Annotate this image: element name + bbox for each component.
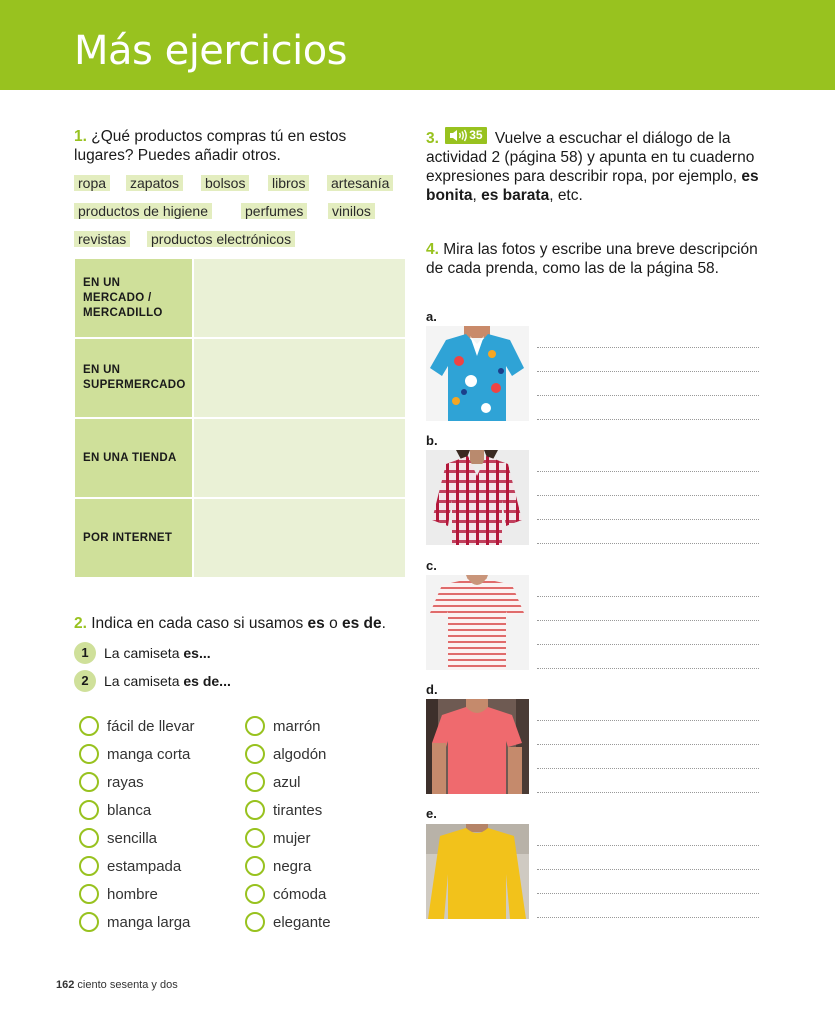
tag-item: revistas bbox=[74, 231, 130, 247]
option-label: azul bbox=[273, 773, 301, 791]
example-number: 2 bbox=[74, 670, 96, 692]
exercise-2-bold-es: es bbox=[307, 615, 325, 632]
example-text: La camiseta bbox=[104, 645, 180, 661]
table-row bbox=[75, 259, 405, 337]
radio-circle-icon[interactable] bbox=[79, 772, 99, 792]
exercise-4-number: 4. bbox=[426, 241, 439, 258]
exercise-1-number: 1. bbox=[74, 128, 87, 145]
answer-lines[interactable] bbox=[537, 324, 759, 420]
option-label: cómoda bbox=[273, 885, 327, 903]
page-footer bbox=[56, 979, 178, 991]
option-label: elegante bbox=[273, 913, 331, 931]
item-letter: d. bbox=[426, 682, 438, 697]
radio-circle-icon[interactable] bbox=[245, 912, 265, 932]
table-row bbox=[75, 339, 405, 417]
photo-pink-tshirt bbox=[426, 699, 529, 794]
exercise-2-bold-esde: es de bbox=[342, 615, 382, 632]
tag-item: ropa bbox=[74, 175, 110, 191]
radio-circle-icon[interactable] bbox=[245, 856, 265, 876]
option-label: negra bbox=[273, 857, 312, 875]
option-label: manga corta bbox=[107, 745, 191, 763]
tag-item: libros bbox=[268, 175, 309, 191]
option-item[interactable] bbox=[245, 856, 311, 876]
tag-item: vinilos bbox=[328, 203, 375, 219]
exercise-4-text: Mira las fotos y escribe una breve descripción de cada prenda, como las de la página 58. bbox=[426, 241, 758, 277]
example-bold: es... bbox=[183, 645, 211, 661]
row-label: POR INTERNET bbox=[75, 499, 192, 577]
tag-item: productos electrónicos bbox=[147, 231, 295, 247]
option-item[interactable] bbox=[79, 912, 190, 932]
exercise-1-text: ¿Qué productos compras tú en estos lugares? Puedes añadir otros. bbox=[74, 128, 347, 164]
item-letter: c. bbox=[426, 558, 437, 573]
answer-line[interactable] bbox=[537, 894, 759, 918]
exercise-3-text: Vuelve a escuchar el diálogo de la actividad 2 (página 58) y apunta en tu cuaderno expresiones para describir ropa, por ejemplo, bbox=[426, 130, 755, 185]
answer-line[interactable] bbox=[537, 846, 759, 870]
exercise-3-number: 3. bbox=[426, 130, 439, 147]
exercise-2-number: 2. bbox=[74, 615, 87, 632]
answer-line[interactable] bbox=[537, 573, 759, 597]
tag-item: zapatos bbox=[126, 175, 183, 191]
answer-cell[interactable] bbox=[194, 339, 405, 417]
answer-line[interactable] bbox=[537, 745, 759, 769]
answer-cell[interactable] bbox=[194, 499, 405, 577]
item-letter: b. bbox=[426, 433, 438, 448]
option-label: marrón bbox=[273, 717, 321, 735]
option-item[interactable] bbox=[79, 856, 181, 876]
option-item[interactable] bbox=[79, 744, 190, 764]
radio-circle-icon[interactable] bbox=[245, 800, 265, 820]
exercise-1-prompt bbox=[74, 127, 394, 165]
answer-line[interactable] bbox=[537, 870, 759, 894]
option-label: manga larga bbox=[107, 913, 191, 931]
radio-circle-icon[interactable] bbox=[79, 744, 99, 764]
answer-line[interactable] bbox=[537, 472, 759, 496]
exercise-3-prompt bbox=[426, 127, 771, 205]
item-letter: e. bbox=[426, 806, 437, 821]
answer-line[interactable] bbox=[537, 324, 759, 348]
answer-line[interactable] bbox=[537, 621, 759, 645]
answer-line[interactable] bbox=[537, 597, 759, 621]
answer-line[interactable] bbox=[537, 372, 759, 396]
answer-line[interactable] bbox=[537, 697, 759, 721]
option-item[interactable] bbox=[245, 884, 326, 904]
exercise-3-bold-1: es bonita bbox=[426, 168, 759, 204]
radio-circle-icon[interactable] bbox=[79, 716, 99, 736]
example-text: La camiseta bbox=[104, 673, 180, 689]
example-2 bbox=[74, 670, 231, 692]
option-item[interactable] bbox=[79, 800, 151, 820]
exercise-3-text-end: , etc. bbox=[549, 187, 583, 204]
option-item[interactable] bbox=[79, 772, 144, 792]
radio-circle-icon[interactable] bbox=[245, 884, 265, 904]
answer-line[interactable] bbox=[537, 496, 759, 520]
example-number: 1 bbox=[74, 642, 96, 664]
exercise-4-prompt bbox=[426, 240, 766, 278]
page-number-words: ciento sesenta y dos bbox=[77, 979, 178, 991]
answer-line[interactable] bbox=[537, 396, 759, 420]
table-row bbox=[75, 499, 405, 577]
answer-lines[interactable] bbox=[537, 697, 759, 793]
radio-circle-icon[interactable] bbox=[79, 800, 99, 820]
option-label: sencilla bbox=[107, 829, 158, 847]
radio-circle-icon[interactable] bbox=[245, 772, 265, 792]
answer-line[interactable] bbox=[537, 520, 759, 544]
exercise-2-text-end: . bbox=[381, 615, 386, 632]
photo-striped-tshirt bbox=[426, 575, 529, 670]
radio-circle-icon[interactable] bbox=[79, 912, 99, 932]
answer-lines[interactable] bbox=[537, 822, 759, 918]
option-item[interactable] bbox=[245, 772, 301, 792]
exercise-2-prompt bbox=[74, 614, 414, 633]
speaker-icon bbox=[449, 129, 469, 142]
row-label: EN UNA TIENDA bbox=[75, 419, 192, 497]
option-label: tirantes bbox=[273, 801, 323, 819]
option-label: hombre bbox=[107, 885, 158, 903]
answer-lines[interactable] bbox=[537, 573, 759, 669]
answer-line[interactable] bbox=[537, 448, 759, 472]
option-label: fácil de llevar bbox=[107, 717, 195, 735]
radio-circle-icon[interactable] bbox=[245, 744, 265, 764]
photo-yellow-sweater bbox=[426, 824, 529, 919]
radio-circle-icon[interactable] bbox=[79, 856, 99, 876]
radio-circle-icon[interactable] bbox=[245, 828, 265, 848]
photo-hawaiian-shirt bbox=[426, 326, 529, 421]
example-1 bbox=[74, 642, 211, 664]
answer-lines[interactable] bbox=[537, 448, 759, 544]
option-item[interactable] bbox=[79, 716, 195, 736]
answer-line[interactable] bbox=[537, 645, 759, 669]
tag-item: productos de higiene bbox=[74, 203, 212, 219]
option-label: estampada bbox=[107, 857, 182, 875]
table-row bbox=[75, 419, 405, 497]
answer-line[interactable] bbox=[537, 769, 759, 793]
answer-cell[interactable] bbox=[194, 259, 405, 337]
option-item[interactable] bbox=[245, 828, 311, 848]
option-item[interactable] bbox=[245, 800, 322, 820]
answer-line[interactable] bbox=[537, 721, 759, 745]
tag-item: perfumes bbox=[241, 203, 307, 219]
page-number: 162 bbox=[56, 979, 75, 991]
audio-track-number: 35 bbox=[469, 128, 483, 142]
row-label: EN UN SUPERMERCADO bbox=[75, 339, 192, 417]
answer-cell[interactable] bbox=[194, 419, 405, 497]
row-label: EN UN MERCADO / MERCADILLO bbox=[75, 259, 192, 337]
option-item[interactable] bbox=[245, 912, 331, 932]
option-label: algodón bbox=[273, 745, 327, 763]
radio-circle-icon[interactable] bbox=[79, 884, 99, 904]
option-label: blanca bbox=[107, 801, 152, 819]
audio-track-button[interactable] bbox=[445, 127, 486, 144]
example-bold: es de... bbox=[183, 673, 231, 689]
item-letter: a. bbox=[426, 309, 437, 324]
exercise-3-bold-2: es barata bbox=[481, 187, 550, 204]
option-item[interactable] bbox=[79, 828, 157, 848]
photo-checked-shirt bbox=[426, 450, 529, 545]
tag-item: artesanía bbox=[327, 175, 393, 191]
page-header bbox=[0, 0, 835, 90]
answer-line[interactable] bbox=[537, 822, 759, 846]
exercise-2-text: Indica en cada caso si usamos bbox=[91, 615, 308, 632]
page-title: Más ejercicios bbox=[74, 28, 347, 74]
tag-item: bolsos bbox=[201, 175, 249, 191]
option-label: mujer bbox=[273, 829, 311, 847]
radio-circle-icon[interactable] bbox=[245, 716, 265, 736]
exercise-3-separator: , bbox=[472, 187, 482, 204]
exercise-2-text-or: o bbox=[324, 615, 342, 632]
option-item[interactable] bbox=[79, 884, 158, 904]
option-item[interactable] bbox=[245, 716, 321, 736]
answer-line[interactable] bbox=[537, 348, 759, 372]
option-item[interactable] bbox=[245, 744, 326, 764]
radio-circle-icon[interactable] bbox=[79, 828, 99, 848]
option-label: rayas bbox=[107, 773, 144, 791]
